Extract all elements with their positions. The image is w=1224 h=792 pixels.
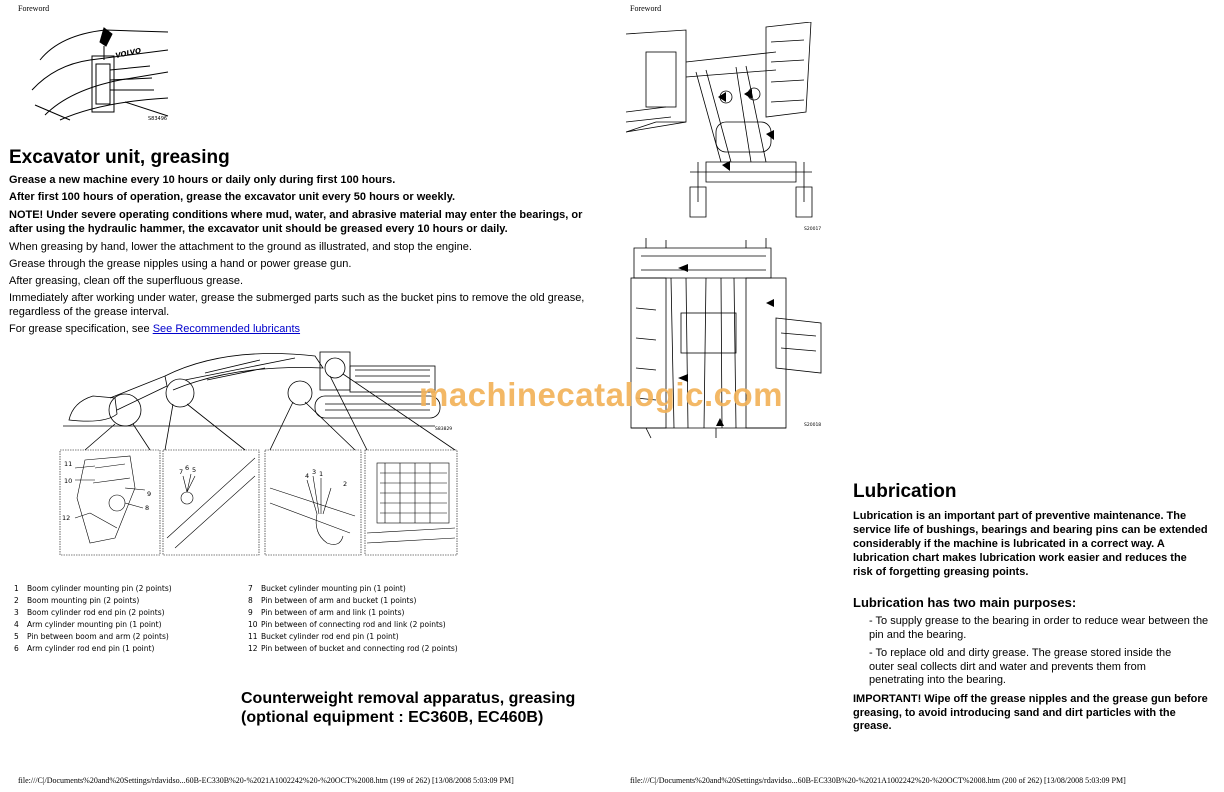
- legend-right: [248, 583, 458, 655]
- callout-5: 5: [192, 466, 197, 474]
- legend-row: 9 Pin between of arm and link (1 points): [248, 608, 405, 617]
- legend-row: 2 Boom mounting pin (2 points): [14, 596, 140, 605]
- bold-instruction-1: Grease a new machine every 10 hours or daily only during first 100 hours.: [9, 174, 396, 186]
- legend-row: 5 Pin between boom and arm (2 points): [14, 632, 169, 641]
- callout-8: 8: [145, 504, 150, 512]
- paragraph-5: [9, 323, 599, 337]
- legend-row: 11 Bucket cylinder rod end pin (1 point): [248, 632, 399, 641]
- callout-3: 3: [312, 468, 317, 476]
- paragraph-2: Grease through the grease nipples using a hand or power grease gun.: [9, 258, 352, 270]
- callout-7: 7: [179, 468, 184, 476]
- legend-row: 4 Arm cylinder mounting pin (1 point): [14, 620, 162, 629]
- volvo-logo: VOLVO: [114, 46, 142, 60]
- purpose-item-2: - To replace old and dirty grease. The grease stored inside the outer seal collects dirt and water and prevents them from penetrating into the bearing.: [869, 647, 1172, 686]
- lubrication-title: Lubrication: [853, 481, 957, 502]
- page-header: Foreword: [18, 4, 50, 13]
- page-footer: file:///C|/Documents%20and%20Settings/rdavidso...60B-EC330B%20-%2021A1002242%20-%20OCT%2008.htm (200 of 262) [13/08/2008 5:03:09 PM]: [630, 776, 1126, 785]
- legend-row: 6 Arm cylinder rod end pin (1 point): [14, 644, 155, 653]
- counterweight-section-title: [241, 689, 601, 727]
- figure-code: S20017: [804, 227, 822, 232]
- grease-gun-illustration: [30, 20, 172, 124]
- paragraph-5-prefix: For grease specification, see: [9, 323, 153, 335]
- note-paragraph: NOTE! Under severe operating conditions where mud, water, and abrasive material may enter the bearings, or after using the hydraulic hammer, the excavator unit should be greased every 10 hours or daily.: [9, 209, 583, 235]
- callout-4: 4: [305, 472, 310, 480]
- important-note: IMPORTANT! Wipe off the grease nipples and the grease gun before greasing, to avoid introducing sand and dirt particles with the grease.: [853, 693, 1208, 732]
- legend-left: [14, 583, 172, 655]
- paragraph-1: When greasing by hand, lower the attachment to the ground as illustrated, and stop the engine.: [9, 241, 472, 253]
- diagram-code: S83829: [435, 427, 453, 432]
- callout-12: 12: [62, 514, 71, 522]
- callout-6: 6: [185, 464, 190, 472]
- legend-row: 1 Boom cylinder mounting pin (2 points): [14, 584, 172, 593]
- legend-row: 12 Pin between of bucket and connecting rod (2 points): [248, 644, 458, 653]
- legend-row: 10 Pin between of connecting rod and link (2 points): [248, 620, 446, 629]
- counterweight-apparatus-figure-1: [626, 22, 826, 232]
- callout-1: 1: [319, 470, 324, 478]
- lubrication-purposes-title: Lubrication has two main purposes:: [853, 595, 1077, 610]
- legend-row: 7 Bucket cylinder mounting pin (1 point): [248, 584, 406, 593]
- counterweight-title-line-2: (optional equipment : EC360B, EC460B): [241, 709, 544, 726]
- page-footer: file:///C|/Documents%20and%20Settings/rdavidso...60B-EC330B%20-%2021A1002242%20-%20OCT%2008.htm (199 of 262) [13/08/2008 5:03:09 PM]: [18, 776, 514, 785]
- watermark: machinecatalogic.com: [419, 376, 783, 413]
- excavator-greasing-diagram: [55, 338, 465, 560]
- callout-9: 9: [147, 490, 152, 498]
- recommended-lubricants-link[interactable]: See Recommended lubricants: [152, 323, 301, 335]
- legend-row: 8 Pin between of arm and bucket (1 points): [248, 596, 417, 605]
- counterweight-title-line-1: Counterweight removal apparatus, greasing: [241, 690, 576, 707]
- callout-10: 10: [64, 477, 73, 485]
- paragraph-3: After greasing, clean off the superfluous grease.: [9, 275, 243, 287]
- legend-row: 3 Boom cylinder rod end pin (2 points): [14, 608, 165, 617]
- paragraph-4: Immediately after working under water, grease the submerged parts such as the bucket pins to remove the old grease, regardless of the grease interval.: [9, 292, 585, 318]
- page-header: Foreword: [630, 4, 662, 13]
- callout-2: 2: [343, 480, 348, 488]
- callout-11: 11: [64, 460, 73, 468]
- lubrication-intro: Lubrication is an important part of preventive maintenance. The service life of bushings, bearings and bearing pins can be extended considerably if the machine is lubricated in a correct way. A lubrication chart makes lubrication work easier and reduces the risk of forgetting greasing points.: [853, 510, 1208, 578]
- figure-code: S20018: [804, 423, 822, 428]
- purpose-item-1: - To supply grease to the bearing in order to reduce wear between the pin and the bearing.: [869, 615, 1209, 641]
- figure-code: S83496: [148, 116, 168, 122]
- page-title: Excavator unit, greasing: [9, 147, 230, 168]
- bold-instruction-2: After first 100 hours of operation, grease the excavator unit every 50 hours or weekly.: [9, 191, 456, 203]
